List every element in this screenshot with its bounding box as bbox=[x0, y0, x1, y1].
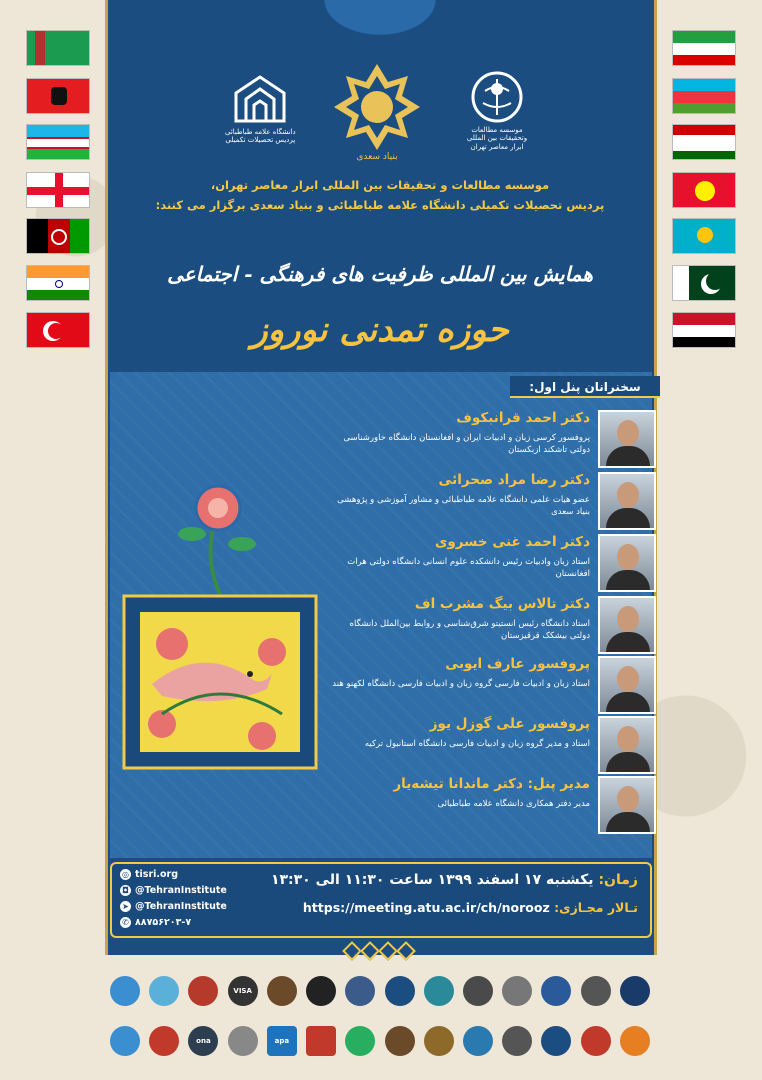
sponsor-logo bbox=[620, 976, 650, 1006]
sponsor-logo bbox=[345, 1026, 375, 1056]
flag-kyrgyzstan bbox=[672, 172, 736, 208]
diamond-ornament bbox=[345, 944, 413, 958]
sponsor-logo bbox=[581, 976, 611, 1006]
event-title: همایش بین المللی ظرفیت های فرهنگی - اجتماعی bbox=[167, 262, 593, 286]
tisri-globe-icon bbox=[462, 68, 532, 126]
flag-georgia bbox=[26, 172, 90, 208]
sponsor-logo bbox=[502, 1026, 532, 1056]
sponsor-logo bbox=[424, 1026, 454, 1056]
sponsor-logo bbox=[581, 1026, 611, 1056]
speaker-photo bbox=[598, 596, 656, 654]
speaker-name: دکتر رضا مراد صحرائی bbox=[438, 472, 590, 488]
event-time bbox=[270, 872, 638, 888]
flag-azerbaijan bbox=[672, 78, 736, 114]
speaker-photo bbox=[598, 776, 656, 834]
organizer-line-2: پردیس تحصیلات تکمیلی دانشگاه علامه طباطبائی و بنیاد سعدی برگزار می کنند: bbox=[155, 198, 605, 212]
sponsor-logos-row-1 bbox=[110, 976, 650, 1006]
speaker-photo bbox=[598, 472, 656, 530]
speaker-bio: عضو هیات علمی دانشگاه علامه طباطبائی و مشاور آموزشی و پژوهشی بنیاد سعدی bbox=[337, 495, 590, 518]
flag-turkey bbox=[26, 312, 90, 348]
atu-logo-caption: دانشگاه علامه طباطبائی پردیس تحصیلات تکمیلی bbox=[225, 128, 296, 145]
flag-india bbox=[26, 265, 90, 301]
sponsor-logo bbox=[188, 976, 218, 1006]
sponsor-logo: apa bbox=[267, 1026, 297, 1056]
speaker-photo bbox=[598, 656, 656, 714]
speaker-card bbox=[340, 410, 656, 470]
speaker-photo bbox=[598, 534, 656, 592]
sponsor-logo bbox=[541, 1026, 571, 1056]
speaker-name: دکتر احمد غنی خسروی bbox=[434, 534, 590, 550]
speaker-card bbox=[340, 776, 656, 836]
contact-list bbox=[120, 866, 260, 930]
sponsor-logo bbox=[385, 976, 415, 1006]
speaker-name: دکتر تالاس بیگ مشرب اف bbox=[414, 596, 590, 612]
sponsor-logo bbox=[306, 976, 336, 1006]
speaker-name: مدیر پنل: دکتر ماندانا تیشه‌یار bbox=[393, 776, 590, 792]
sponsor-logo bbox=[149, 1026, 179, 1056]
speaker-name: پروفسور علی گوزل یوز bbox=[429, 716, 590, 732]
flag-uzbekistan bbox=[26, 124, 90, 160]
contact-phone[interactable] bbox=[120, 914, 260, 930]
virtual-hall-label: تـالار مجـازی: bbox=[554, 900, 638, 915]
sponsor-logo bbox=[463, 1026, 493, 1056]
sponsor-logo bbox=[306, 1026, 336, 1056]
telegram-icon: ➤ bbox=[120, 901, 131, 912]
time-value: یکشنبه ۱۷ اسفند ۱۳۹۹ ساعت ۱۱:۳۰ الی ۱۳:۳۰ bbox=[270, 872, 594, 888]
sponsor-logo: ona bbox=[188, 1026, 218, 1056]
atu-emblem-icon bbox=[225, 70, 295, 128]
top-ornament bbox=[300, 0, 460, 50]
organizer-line-1: موسسه مطالعات و تحقیقات بین المللی ابرار معاصر تهران، bbox=[210, 178, 550, 192]
time-label: زمان: bbox=[598, 872, 638, 888]
instagram-icon: ◘ bbox=[120, 885, 131, 896]
speaker-bio: استاد و مدیر گروه زبان و ادبیات فارسی دانشگاه استانبول ترکیه bbox=[364, 739, 590, 749]
tisri-logo bbox=[462, 68, 532, 151]
sponsor-logo bbox=[228, 1026, 258, 1056]
tisri-logo-caption: موسسه مطالعات وتحقیقات بین المللی ابرار معاصر تهران bbox=[466, 126, 528, 151]
flag-iraq bbox=[672, 312, 736, 348]
saadi-star-icon bbox=[332, 62, 422, 152]
sponsor-logo bbox=[345, 976, 375, 1006]
flag-kazakhstan bbox=[672, 218, 736, 254]
sponsor-logo: VISA bbox=[228, 976, 258, 1006]
sponsor-logo bbox=[149, 976, 179, 1006]
sponsor-logo bbox=[267, 976, 297, 1006]
event-subtitle: حوزه تمدنی نوروز bbox=[251, 310, 509, 350]
flag-afghanistan bbox=[26, 218, 90, 254]
speaker-name: پروفسور عارف ایوبی bbox=[445, 656, 590, 672]
contact-text: ۸۸۷۵۶۲۰۳-۷ bbox=[135, 916, 192, 928]
speaker-card bbox=[340, 534, 656, 594]
contact-text: tisri.org bbox=[135, 868, 179, 880]
globe-icon: ◎ bbox=[120, 869, 131, 880]
speaker-bio: استاد دانشگاه رئیس انستیتو شرق‌شناسی و روابط بین‌الملل دانشگاه دولتی بیشکک قرقیزستان bbox=[349, 619, 590, 642]
contact-telegram[interactable] bbox=[120, 898, 260, 914]
sponsor-logo bbox=[110, 976, 140, 1006]
flag-pakistan bbox=[672, 265, 736, 301]
speaker-card bbox=[337, 472, 656, 532]
meeting-link[interactable]: https://meeting.atu.ac.ir/ch/norooz bbox=[302, 900, 550, 915]
sponsor-logo bbox=[502, 976, 532, 1006]
flag-turkmenistan bbox=[26, 30, 90, 66]
sponsor-logo bbox=[620, 1026, 650, 1056]
sponsor-logo bbox=[385, 1026, 415, 1056]
contact-website[interactable] bbox=[120, 866, 260, 882]
speaker-bio: استاد زبان و ادبیات فارسی گروه زبان و ادبیات فارسی دانشگاه لکهنو هند bbox=[332, 679, 590, 689]
speaker-card bbox=[340, 596, 656, 656]
speaker-card bbox=[332, 656, 656, 716]
sponsor-logo bbox=[110, 1026, 140, 1056]
speaker-bio: پروفسور کرسی زبان و ادبیات ایران و افغانستان دانشگاه خاورشناسی دولتی تاشکند ازبکستان bbox=[343, 433, 590, 456]
saadi-logo bbox=[332, 62, 422, 163]
speaker-bio: استاد زبان وادبیات رئیس دانشکده علوم انسانی دانشگاه دولتی هرات افغانستان bbox=[347, 557, 590, 580]
phone-icon: ✆ bbox=[120, 917, 131, 928]
virtual-hall bbox=[270, 900, 638, 915]
sponsor-logo bbox=[424, 976, 454, 1006]
speaker-photo bbox=[598, 410, 656, 468]
speaker-card bbox=[340, 716, 656, 776]
atu-logo bbox=[225, 70, 296, 145]
contact-text: @TehranInstitute bbox=[135, 884, 227, 896]
panel-heading: سخنرانان پنل اول: bbox=[510, 376, 660, 398]
flag-tajikistan bbox=[672, 124, 736, 160]
sponsor-logo bbox=[463, 976, 493, 1006]
sponsor-logo bbox=[541, 976, 571, 1006]
bird-flower-illustration bbox=[122, 474, 318, 770]
saadi-logo-caption: بنیاد سعدی bbox=[356, 152, 398, 162]
contact-instagram[interactable] bbox=[120, 882, 260, 898]
flag-iran bbox=[672, 30, 736, 66]
speaker-photo bbox=[598, 716, 656, 774]
sponsor-logos-row-2 bbox=[110, 1026, 650, 1056]
contact-text: @TehranInstitute bbox=[135, 900, 227, 912]
speaker-name: دکتر احمد قرانبکوف bbox=[456, 410, 590, 426]
flag-albania bbox=[26, 78, 90, 114]
speaker-bio: مدیر دفتر همکاری دانشگاه علامه طباطبائی bbox=[437, 799, 590, 809]
